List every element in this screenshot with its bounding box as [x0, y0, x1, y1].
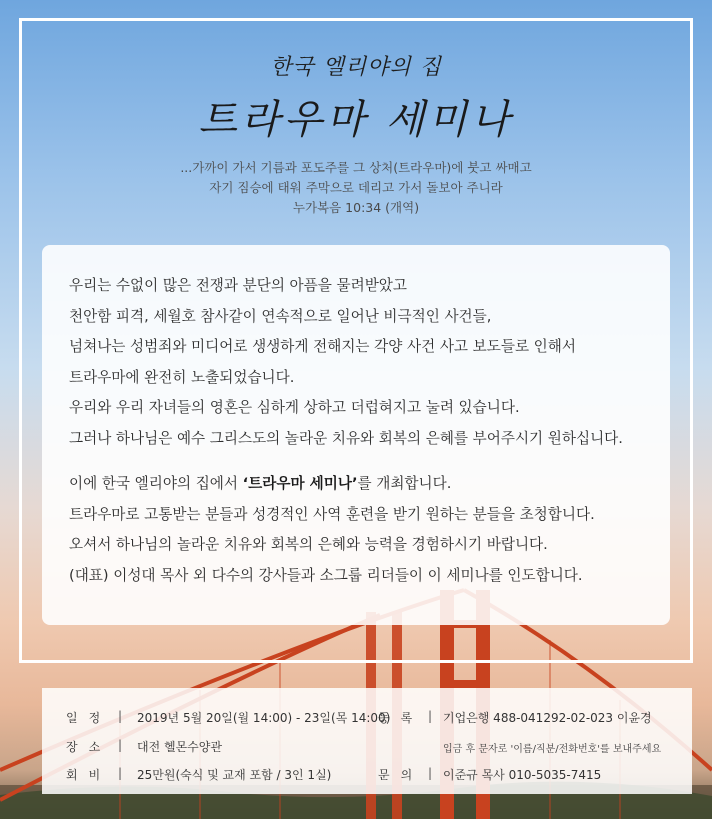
body-line: 우리는 수없이 많은 전쟁과 분단의 아픔을 물려받았고: [69, 277, 407, 294]
contact-value: 이준규 목사 010-5035-7415: [443, 768, 602, 782]
fee-value: 25만원(숙식 및 교재 포함 / 3인 1실): [137, 768, 332, 782]
separator: |: [118, 738, 123, 752]
event-info-panel: [42, 688, 692, 794]
separator: |: [428, 766, 433, 780]
register-value: 기업은행 488-041292-02-023 이윤경: [443, 711, 652, 725]
body-line: 우리와 우리 자녀들의 영혼은 심하게 상하고 더럽혀지고 눌려 있습니다.: [69, 399, 520, 416]
separator: |: [118, 766, 123, 780]
bible-verse: [0, 158, 712, 218]
fee-label: 회비: [66, 768, 112, 782]
body-line: [69, 469, 646, 500]
body-line: 천안함 피격, 세월호 참사같이 연속적으로 일어난 비극적인 사건들,: [69, 307, 492, 325]
body-line: 트라우마에 완전히 노출되었습니다.: [69, 368, 295, 386]
body-text: 를 개최합니다.: [357, 475, 452, 492]
body-line: 넘쳐나는 성범죄와 미디어로 생생하게 전해지는 각양 사건 사고 보도들로 인해서: [69, 338, 576, 355]
body-line: 트라우마로 고통받는 분들과 성경적인 사역 훈련을 받기 원하는 분들을 초청합니다.: [69, 505, 595, 523]
separator: |: [428, 709, 433, 723]
place-value: 대전 헬몬수양관: [137, 740, 222, 754]
body-line: (대표) 이성대 목사 외 다수의 강사들과 소그룹 리더들이 이 세미나를 인도합니다.: [69, 566, 583, 584]
place-label: 장소: [66, 740, 112, 754]
date-label: 일정: [66, 711, 112, 725]
body-text: 이에 한국 엘리야의 집에서: [69, 475, 243, 492]
organization-name: 한국 엘리야의 집: [270, 55, 442, 80]
verse-line: 자기 짐승에 태워 주막으로 데리고 가서 돌보아 주니라: [209, 180, 503, 195]
description-card: [42, 245, 670, 625]
seminar-name-highlight: ‘트라우마 세미나’: [242, 475, 358, 492]
register-note: 입금 후 문자로 '이름/직분/전화번호'를 보내주세요: [443, 744, 662, 755]
register-label: 등록: [378, 711, 424, 725]
verse-reference: 누가복음 10:34 (개역): [292, 200, 420, 215]
body-line: 그러나 하나님은 예수 그리스도의 놀라운 치유와 회복의 은혜를 부어주시기 원하십니다.: [69, 429, 623, 447]
page-title: 트라우마 세미나: [198, 97, 514, 143]
date-value: 2019년 5월 20일(월 14:00) - 23일(목 14:00): [137, 711, 391, 725]
separator: |: [118, 709, 123, 723]
verse-line: ...가까이 가서 기름과 포도주를 그 상처(트라우마)에 붓고 싸매고: [180, 160, 532, 175]
contact-label: 문의: [378, 768, 424, 782]
body-line: 오셔서 하나님의 놀라운 치유와 회복의 은혜와 능력을 경험하시기 바랍니다.: [69, 536, 548, 553]
